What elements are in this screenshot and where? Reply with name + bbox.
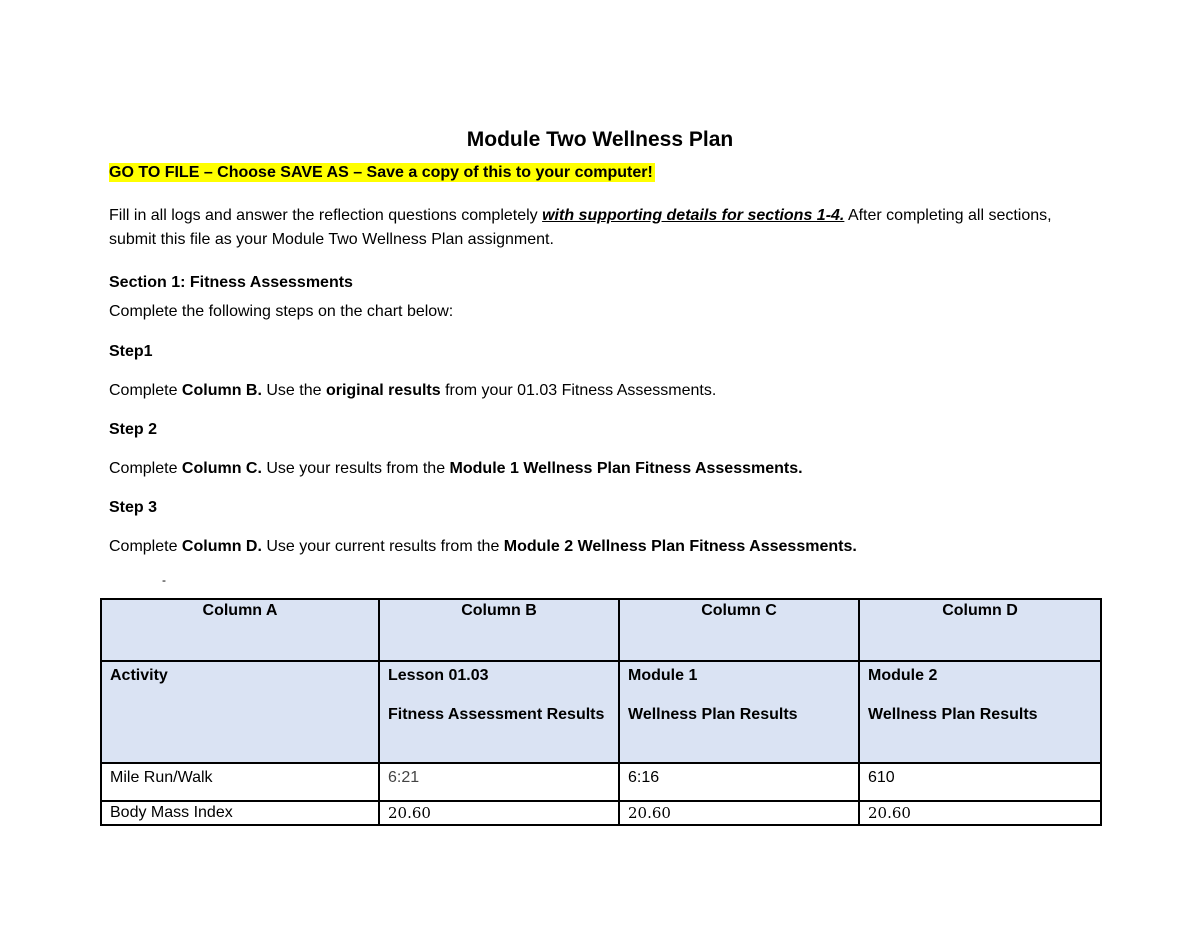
stray-dash: - [162, 573, 166, 587]
table-cell[interactable]: 610 [859, 763, 1101, 801]
step2-text [109, 457, 1099, 481]
step2-text-b: Column C. [181, 460, 262, 477]
module1-sublabel: Wellness Plan Results [628, 706, 798, 723]
table-cell[interactable]: 6:21 [379, 763, 619, 801]
module2-subheader [859, 661, 1101, 763]
table-cell[interactable]: 20.60 [859, 801, 1101, 825]
page-title: Module Two Wellness Plan [466, 128, 734, 151]
step2-text-d: Module 1 Wellness Plan Fitness Assessments. [449, 460, 803, 477]
step3-text-d: Module 2 Wellness Plan Fitness Assessments. [503, 538, 857, 555]
step1-text-b: Column B. [181, 382, 262, 399]
step3-heading: Step 3 [109, 499, 158, 516]
intro-paragraph [109, 204, 1099, 252]
fitness-assessment-table [100, 598, 1102, 826]
step1-text-a: Complete [109, 382, 182, 399]
table-cell[interactable]: Body Mass Index [101, 801, 379, 825]
highlighted-text: GO TO FILE – Choose SAVE AS – Save a copy of this to your computer! [109, 164, 653, 181]
column-a-header: Column A [101, 599, 379, 661]
step3-text-a: Complete [109, 538, 182, 555]
column-b-header: Column B [379, 599, 619, 661]
module2-sublabel: Wellness Plan Results [868, 706, 1038, 723]
step3-text [109, 535, 1099, 559]
step2-heading: Step 2 [109, 421, 158, 438]
module1-label: Module 1 [628, 667, 698, 684]
lesson-label: Lesson 01.03 [388, 667, 489, 684]
step2-text-a: Complete [109, 460, 182, 477]
section1-text: Complete the following steps on the chart below: [109, 303, 454, 320]
step3-text-b: Column D. [181, 538, 262, 555]
save-instruction [109, 164, 655, 182]
step1-text [109, 379, 1099, 403]
table-cell[interactable]: 20.60 [619, 801, 859, 825]
intro-emphasis: with supporting details for sections 1-4. [542, 207, 845, 224]
subheader-row [101, 661, 1101, 763]
column-d-header: Column D [859, 599, 1101, 661]
lesson-sublabel: Fitness Assessment Results [388, 706, 605, 723]
intro-text-end: After completing all sections, submit this file as your Module Two Wellness Plan assignment. [109, 207, 1052, 248]
activity-subheader [101, 661, 379, 763]
table-row [101, 763, 1101, 801]
intro-text: Fill in all logs and answer the reflection questions completely [109, 207, 543, 224]
module1-subheader [619, 661, 859, 763]
step1-text-d: original results [325, 382, 441, 399]
step1-text-c: Use the [261, 382, 326, 399]
column-c-header: Column C [619, 599, 859, 661]
table-cell[interactable]: 20.60 [379, 801, 619, 825]
table-cell[interactable]: 6:16 [619, 763, 859, 801]
step2-text-c: Use your results from the [261, 460, 450, 477]
module2-label: Module 2 [868, 667, 938, 684]
column-header-row [101, 599, 1101, 661]
step1-text-e: from your 01.03 Fitness Assessments. [440, 382, 717, 399]
step3-text-c: Use your current results from the [261, 538, 504, 555]
table-cell[interactable]: Mile Run/Walk [101, 763, 379, 801]
table-row [101, 801, 1101, 825]
lesson-subheader [379, 661, 619, 763]
activity-label: Activity [110, 667, 168, 684]
step1-heading: Step1 [109, 343, 153, 360]
section1-heading: Section 1: Fitness Assessments [109, 274, 353, 291]
